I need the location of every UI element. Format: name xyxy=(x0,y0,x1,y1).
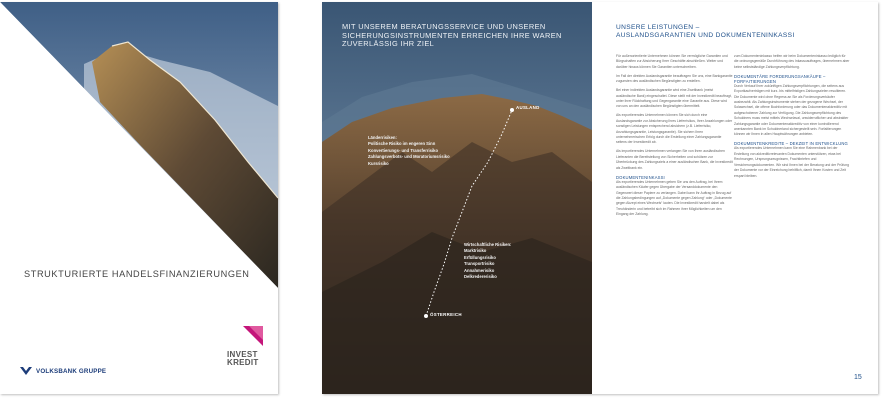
country-risk-list xyxy=(368,135,450,167)
volksbank-wings-icon xyxy=(20,367,32,375)
paragraph: Im Fall der direkten Auslandsgarantie beauftragen Sie uns, eine Bankgarantie zugunsten des ausländischen Begünstigten zu erstellen. xyxy=(616,73,733,84)
subheading-dokumentenkredite: DOKUMENTENKREDITE – DEKZEIT IN ENTWICKLUNG xyxy=(734,141,848,147)
text-column-left xyxy=(616,54,733,221)
section-title-line2: AUSLANDSGARANTIEN UND DOKUMENTENINKASSI xyxy=(616,32,795,40)
country-risk-item: Politische Risiko im engeren Sinn xyxy=(368,141,436,147)
paragraph: Für außenorientierte Unternehmen können Sie vermögliche Garantien und Bürgschaften zur Absicherung Ihrer Geschäfte abschließen. Weiter und darüber hinaus können Sie Garantien unterschreiben. xyxy=(616,54,728,69)
paragraph: Als importierendes Unternehmen verlangen Sie von Ihren ausländischen Lieferanten die Bereitstellung von Sicherheiten und schützen zur Überbrückung des Zahlungsziels a einer ausländischen Bank, die Investkredit als Zweitbank ein. xyxy=(616,149,733,170)
paragraph: Durch Verkauf Ihrer zukünftigen Zahlungsverpflichtungen, die seitens aus Exportkaufverträgen mit kurz- bis mittelfristigen Zahlungszielen resultieren. Die Dokumente wird ohne Regress an Sie als Forderungsverkäufer ausbezahlt. Als Zahlungsinstrumente stehen der gezogene Wechsel, der Solawechsel, die offene Buchforderung oder das Dokumentenakkreditiv mit aufgeschobener Zahlung zur Verfügung. Die Zahlungsverpflichtung des Schuldners muss meist mittels Wechselaval, unwiderruflicher und abstrakter Zahlungsgarantie oder Dokumentenakkreditiv von einer kontrollierend anerkannten Bank im Schuldnerland sichergestellt sein. Forfaitierungen können wir Ihnen in allen Hauptwährungen anbieten. xyxy=(734,83,849,137)
country-risk-item: Konvertierungs- und Transferrisiko xyxy=(368,147,439,153)
paragraph: zum Dokumenteninkasso helfen wir beim Dokumenteninkasso lediglich für die ordnungsgemäße Durchführung des Inkassoauftrages, übernehmen aber keine selbstständige Zahlungsverpflichtung. xyxy=(734,54,850,69)
economic-risk-heading: Wirtschaftliche Risiken: xyxy=(464,242,512,247)
investkredit-logo-line1: INVEST xyxy=(227,350,258,359)
paragraph: Als exportierendes Unternehmen können Sie sich durch eine Auslandsgarantie zur Absicherung Ihres Lieferrisikos, Ihrer Anzahlungen oder sonstigen Leistungen entsprechend absichern (z.B. Lieferrisiko, Anzahlungsgarantie, Leistungsgarantie). Sie sichern Ihren unternehmerischen Erfolg durch die Erstellung einer Zahlungsgarantie seitens der Investkredit ab. xyxy=(616,113,733,145)
cover-title: STRUKTURIERTE HANDELSFINANZIERUNGEN xyxy=(24,269,250,279)
economic-risk-item: Transportrisiko xyxy=(464,261,495,267)
country-risk-item: Zahlungsverbots- und Moratoriumsrisiko xyxy=(368,154,450,160)
section-title xyxy=(616,24,846,40)
economic-risk-item: Marktrisiko xyxy=(464,248,487,254)
photo-headline: MIT UNSEREM BERATUNGSSERVICE UND UNSEREN SICHERUNGSINSTRUMENTEN ERREICHEN IHRE WAREN ZUVERLÄSSIG IHR ZIEL xyxy=(342,22,562,49)
subheading-forfaitierungen: DOKUMENTÄRE FORDERUNGSANKÄUFE – FORFAITIERUNGEN xyxy=(734,73,826,84)
economic-risk-item: Annahmerisiko xyxy=(464,267,495,273)
page-number: 15 xyxy=(854,374,862,381)
route-label-destination: AUSLAND xyxy=(516,105,540,110)
section-title-line1: UNSERE LEISTUNGEN – xyxy=(616,24,700,31)
brochure-cover xyxy=(0,2,278,394)
paragraph: Als exportierendes Unternehmen geben Sie uns den Auftrag, bei Ihrem ausländischen Käufer gegen Übergabe der Versanddokumente den Gegenwert dieser Papiere zu verlangen. Dabei kann Ihr Auftrag in Bezug auf die Zahlungsbedingungen auf „Dokumente gegen Zahlung“ oder „Dokumente gegen Akzept eines Wechsels“ lauten. Die Investkredit handelt dabei als Treuhänderin und betreibt sich im Rahmen ihrer Möglichkeiten um den Eingang der Zahlung. xyxy=(616,179,732,217)
spread-mountain-photo xyxy=(322,2,592,394)
paragraph: Als exportierendes Unternehmen kann Sie eine Rahmenbank bei der Erstellung von akkreditivrelevanten Dokumenten unterstützen, etwa bei Rechnungen, Ursprungszeugnissen, Frachtbriefen und Versicherungsdokumenten. Wir sind Ihnen bei der Beratung und der Prüfung der Dokumente vor der Einreichung behilflich, damit Ihnen Kosten und Zeit erspart bleiben. xyxy=(734,146,849,178)
investkredit-triangle-icon xyxy=(243,326,263,346)
economic-risk-list xyxy=(464,242,511,280)
country-risk-heading: Länderrisiken: xyxy=(368,135,397,140)
brochure-spread xyxy=(322,2,878,394)
country-risk-item: Kursrisiko xyxy=(368,160,389,166)
economic-risk-item: Erfüllungsrisiko xyxy=(464,254,496,260)
investkredit-logo xyxy=(227,326,269,367)
paragraph: Bei einer indirekten Auslandsgarantie wird eine Zweitbank (meist ausländische Bank) eingeschaltet. Diese stellt mit der Investkredit beauftragt, unter ihrer Rückhaftung und Gegengarantie eine Garantie aus. Diese wird von uns an den ausländischen Begünstigten übermittelt. xyxy=(616,88,732,109)
text-column-right xyxy=(734,54,851,183)
economic-risk-item: Delkredererisiko xyxy=(464,274,497,280)
subheading-dokumenteninkassi: DOKUMENTENINKASSI xyxy=(616,174,665,180)
volksbank-logo-text: VOLKSBANK GRUPPE xyxy=(36,367,107,375)
investkredit-logo-line2: KREDIT xyxy=(227,358,259,367)
route-label-origin: ÖSTERREICH xyxy=(430,312,462,317)
volksbank-logo xyxy=(20,367,106,375)
